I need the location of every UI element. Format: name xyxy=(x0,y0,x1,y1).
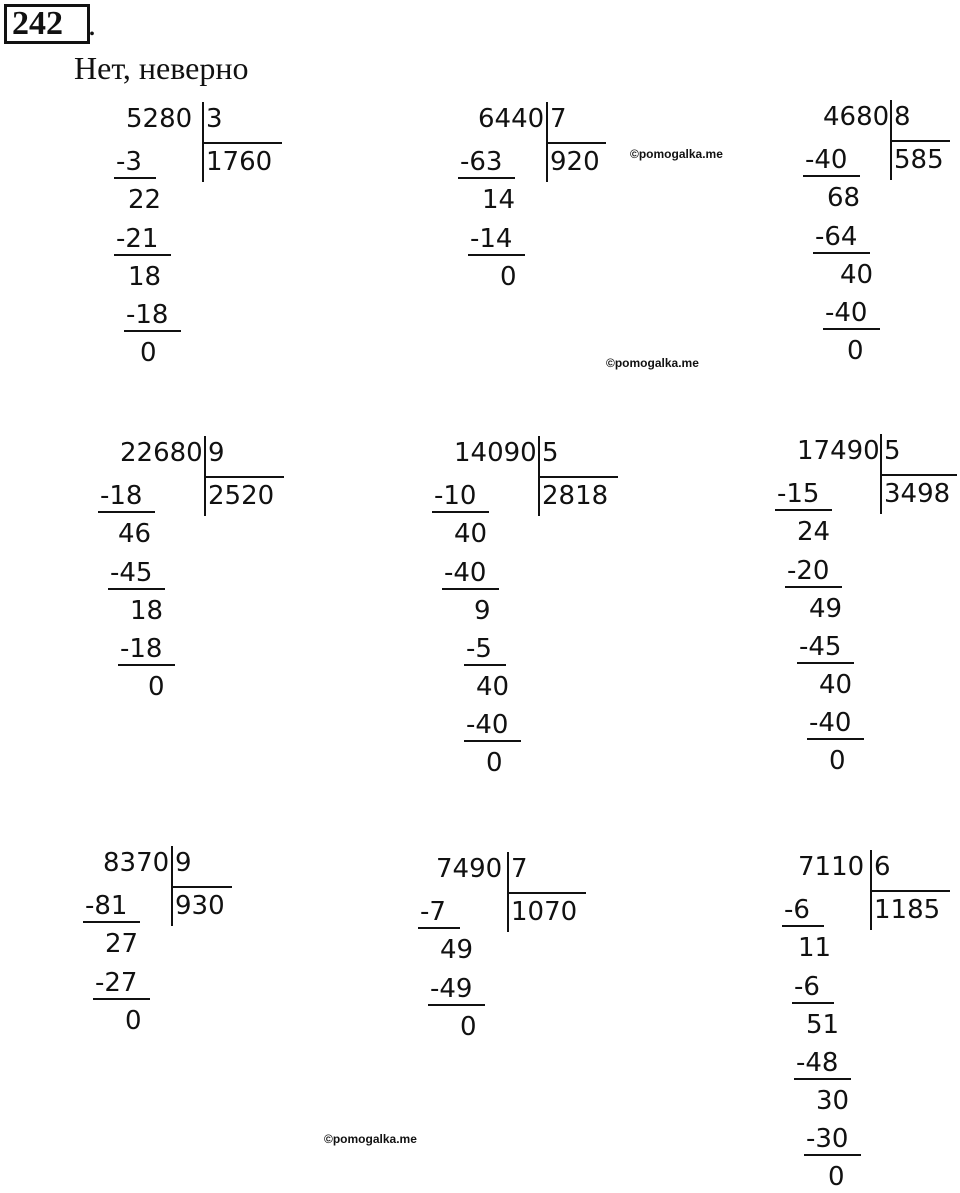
remainder: 0 xyxy=(828,1162,845,1192)
quotient: 1760 xyxy=(206,147,273,177)
subtrahend: -64 xyxy=(815,222,858,252)
quotient: 930 xyxy=(175,891,225,921)
subtraction-underline xyxy=(108,588,165,590)
remainder: 40 xyxy=(454,519,488,549)
subtrahend: -40 xyxy=(825,298,868,328)
subtraction-underline xyxy=(794,1078,851,1080)
remainder: 18 xyxy=(130,596,164,626)
divisor: 8 xyxy=(894,102,911,132)
subtraction-underline xyxy=(782,925,824,927)
watermark: ©pomogalka.me xyxy=(606,356,699,370)
division-horizontal-bar xyxy=(507,892,586,894)
division-horizontal-bar xyxy=(880,474,957,476)
remainder: 0 xyxy=(847,336,864,366)
subtrahend: -48 xyxy=(796,1048,839,1078)
subtraction-underline xyxy=(464,740,521,742)
subtraction-underline xyxy=(792,1002,834,1004)
remainder: 11 xyxy=(798,933,832,963)
division-horizontal-bar xyxy=(546,142,606,144)
division-horizontal-bar xyxy=(890,140,950,142)
remainder: 0 xyxy=(125,1006,142,1036)
subtrahend: -14 xyxy=(470,224,513,254)
subtraction-underline xyxy=(93,998,150,1000)
quotient: 1070 xyxy=(511,897,578,927)
remainder: 49 xyxy=(440,935,474,965)
subtraction-underline xyxy=(804,1154,861,1156)
subtrahend: -5 xyxy=(466,634,492,664)
subtrahend: -40 xyxy=(805,145,848,175)
subtraction-underline xyxy=(418,927,460,929)
divisor: 7 xyxy=(511,854,528,884)
remainder: 18 xyxy=(128,262,162,292)
subtraction-underline xyxy=(464,664,506,666)
quotient: 1185 xyxy=(874,895,941,925)
division-horizontal-bar xyxy=(204,476,284,478)
subtrahend: -3 xyxy=(116,147,142,177)
remainder: 0 xyxy=(140,338,157,368)
remainder: 0 xyxy=(148,672,165,702)
subtrahend: -40 xyxy=(809,708,852,738)
subtraction-underline xyxy=(785,586,842,588)
subtrahend: -18 xyxy=(126,300,169,330)
subtraction-underline xyxy=(83,921,140,923)
divisor: 5 xyxy=(884,436,901,466)
subtraction-underline xyxy=(428,1004,485,1006)
subtrahend: -18 xyxy=(100,481,143,511)
quotient: 2520 xyxy=(208,481,275,511)
answer-text: Нет, неверно xyxy=(74,50,249,86)
subtraction-underline xyxy=(458,177,515,179)
subtrahend: -49 xyxy=(430,974,473,1004)
division-horizontal-bar xyxy=(202,142,282,144)
divisor: 9 xyxy=(175,848,192,878)
problem-number-dot: . xyxy=(88,6,96,42)
subtrahend: -6 xyxy=(784,895,810,925)
dividend: 6440 xyxy=(478,104,545,134)
dividend: 4680 xyxy=(823,102,890,132)
subtrahend: -40 xyxy=(466,710,509,740)
dividend: 5280 xyxy=(126,104,193,134)
remainder: 46 xyxy=(118,519,152,549)
subtrahend: -18 xyxy=(120,634,163,664)
dividend: 7490 xyxy=(436,854,503,884)
dividend: 7110 xyxy=(798,852,865,882)
remainder: 30 xyxy=(816,1086,850,1116)
dividend: 8370 xyxy=(103,848,170,878)
remainder: 0 xyxy=(486,748,503,778)
remainder: 40 xyxy=(819,670,853,700)
divisor: 3 xyxy=(206,104,223,134)
subtraction-underline xyxy=(114,254,171,256)
subtraction-underline xyxy=(813,252,870,254)
subtrahend: -7 xyxy=(420,897,446,927)
division-horizontal-bar xyxy=(870,890,950,892)
remainder: 49 xyxy=(809,594,843,624)
divisor: 7 xyxy=(550,104,567,134)
subtrahend: -45 xyxy=(799,632,842,662)
subtrahend: -45 xyxy=(110,558,153,588)
problem-number-box xyxy=(4,4,90,44)
remainder: 9 xyxy=(474,596,491,626)
subtraction-underline xyxy=(468,254,525,256)
subtrahend: -10 xyxy=(434,481,477,511)
subtrahend: -63 xyxy=(460,147,503,177)
remainder: 40 xyxy=(476,672,510,702)
subtrahend: -40 xyxy=(444,558,487,588)
remainder: 24 xyxy=(797,517,831,547)
watermark: ©pomogalka.me xyxy=(324,1132,417,1146)
subtrahend: -21 xyxy=(116,224,159,254)
dividend: 14090 xyxy=(454,438,537,468)
division-horizontal-bar xyxy=(538,476,618,478)
subtrahend: -30 xyxy=(806,1124,849,1154)
remainder: 14 xyxy=(482,185,516,215)
remainder: 27 xyxy=(105,929,139,959)
quotient: 3498 xyxy=(884,479,951,509)
subtraction-underline xyxy=(775,509,832,511)
watermark: ©pomogalka.me xyxy=(630,147,723,161)
divisor: 5 xyxy=(542,438,559,468)
divisor: 6 xyxy=(874,852,891,882)
remainder: 51 xyxy=(806,1010,840,1040)
subtraction-underline xyxy=(432,511,489,513)
remainder: 68 xyxy=(827,183,861,213)
dividend: 22680 xyxy=(120,438,203,468)
dividend: 17490 xyxy=(797,436,880,466)
quotient: 585 xyxy=(894,145,944,175)
subtrahend: -81 xyxy=(85,891,128,921)
remainder: 22 xyxy=(128,185,162,215)
subtrahend: -6 xyxy=(794,972,820,1002)
quotient: 2818 xyxy=(542,481,609,511)
remainder: 0 xyxy=(829,746,846,776)
subtrahend: -15 xyxy=(777,479,820,509)
remainder: 0 xyxy=(500,262,517,292)
subtraction-underline xyxy=(98,511,155,513)
subtraction-underline xyxy=(124,330,181,332)
quotient: 920 xyxy=(550,147,600,177)
subtraction-underline xyxy=(803,175,860,177)
remainder: 40 xyxy=(840,260,874,290)
subtraction-underline xyxy=(807,738,864,740)
divisor: 9 xyxy=(208,438,225,468)
remainder: 0 xyxy=(460,1012,477,1042)
subtraction-underline xyxy=(823,328,880,330)
subtraction-underline xyxy=(797,662,854,664)
division-horizontal-bar xyxy=(171,886,232,888)
subtrahend: -27 xyxy=(95,968,138,998)
subtrahend: -20 xyxy=(787,556,830,586)
subtraction-underline xyxy=(114,177,156,179)
subtraction-underline xyxy=(442,588,499,590)
problem-number: 242 xyxy=(12,5,63,42)
subtraction-underline xyxy=(118,664,175,666)
